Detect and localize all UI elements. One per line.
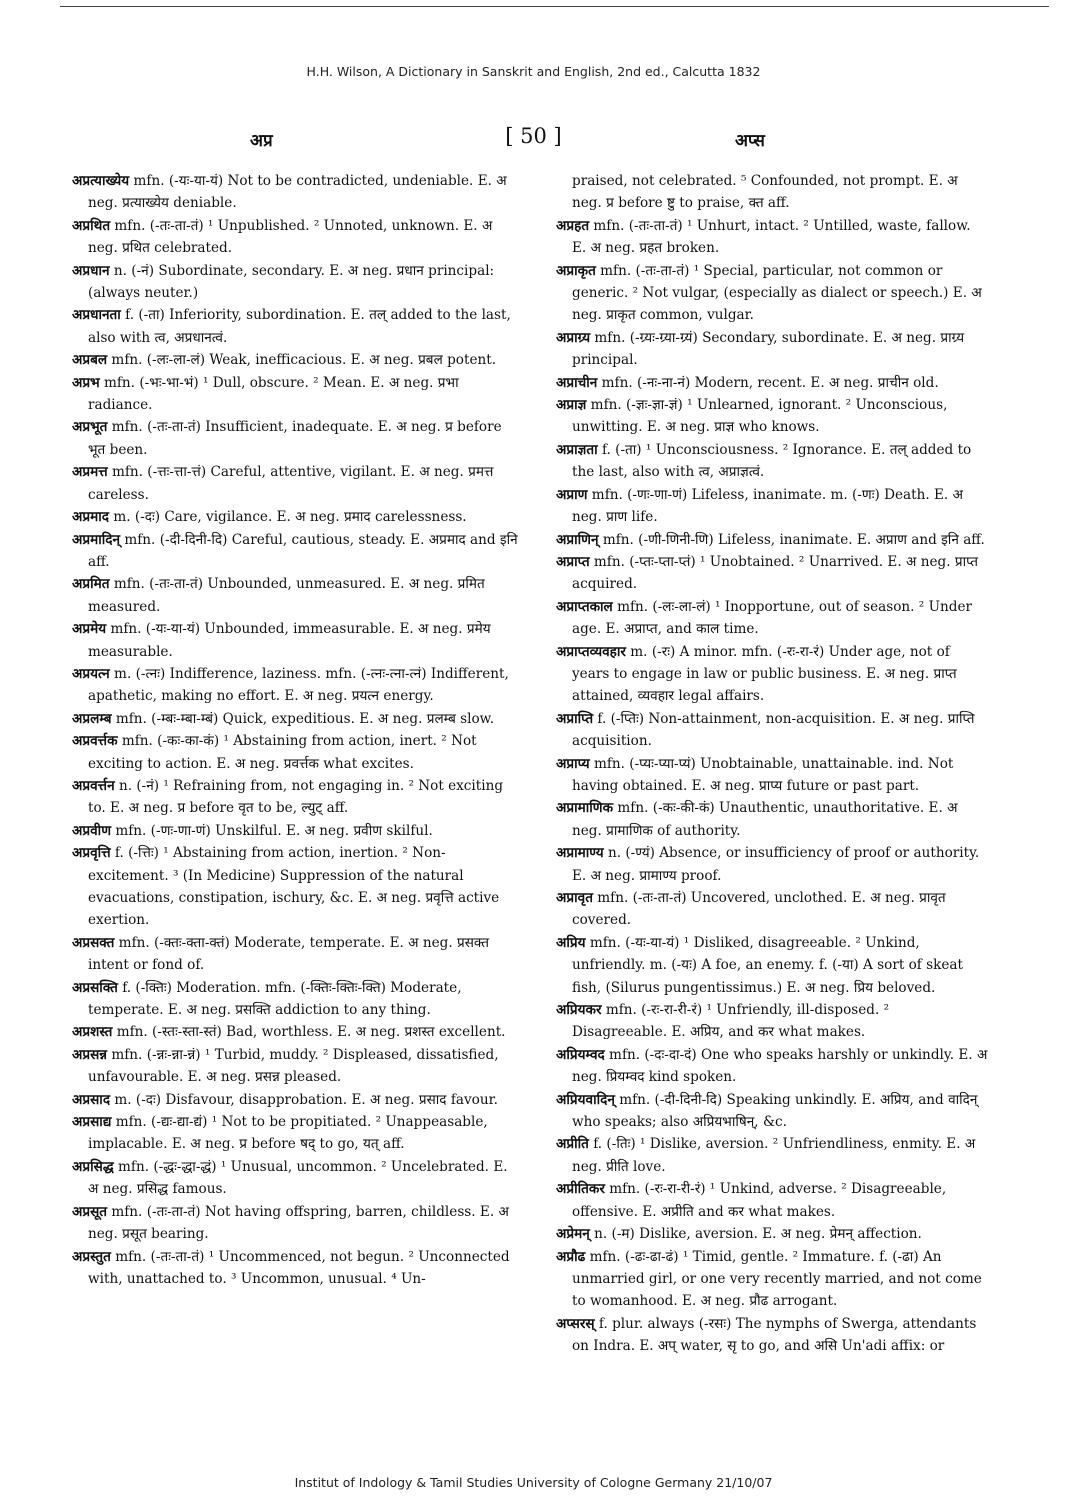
definition: f. (-तिः) ¹ Dislike, aversion. ² Unfriendliness, enmity. E. अ neg. प्रीति love. — [572, 1136, 976, 1175]
headword: अप्राप्ति — [556, 710, 594, 727]
dictionary-entry — [556, 887, 988, 932]
definition: n. (-म) Dislike, aversion. E. अ neg. प्रेमन् affection. — [589, 1226, 922, 1243]
definition: mfn. (-द्यः-द्या-द्यं) ¹ Not to be propitiated. ² Unappeasable, implacable. E. अ neg. प्र before षद् to go, यत् aff. — [88, 1114, 488, 1153]
headword: अप्राचीन — [556, 374, 598, 391]
definition: mfn. (-तः-ता-तं) ¹ Unhurt, intact. ² Untilled, waste, fallow. E. अ neg. प्रहत broken. — [572, 217, 971, 257]
definition: mfn. (-ग्र्यः-ग्र्या-ग्र्यं) Secondary, subordinate. E. अ neg. प्राग्र्य principal. — [572, 329, 965, 369]
dictionary-entry — [72, 1201, 518, 1246]
headword: अप्रसक्त — [72, 934, 115, 951]
definition: mfn. (-क्तः-क्ता-क्तं) Moderate, temperate. E. अ neg. प्रसक्त intent or fond of. — [88, 934, 489, 974]
dictionary-entry — [556, 641, 988, 708]
definition: m. (-दः) Care, vigilance. E. अ neg. प्रमाद carelessness. — [109, 509, 467, 526]
headword: अप्रभ — [72, 374, 100, 391]
dictionary-entry — [556, 529, 988, 551]
definition: f. (-ता) ¹ Unconsciousness. ² Ignorance. E. तल् added to the last, also with त्व, अप्राज्ञत्वं. — [572, 441, 972, 481]
definition: mfn. (-यः-या-यं) Not to be contradicted, undeniable. E. अ neg. प्रत्याख्येय deniable. — [88, 173, 507, 212]
definition: m. (-दः) Disfavour, disapprobation. E. अ neg. प्रसाद favour. — [110, 1091, 498, 1108]
definition: mfn. (-न्नः-न्ना-न्नं) ¹ Turbid, muddy. ² Displeased, dissatisfied, unfavourable. E. अ neg. प्रसन्न pleased. — [88, 1046, 499, 1086]
headword: अप्रमाद — [72, 509, 109, 526]
dictionary-entry — [72, 506, 518, 528]
headword: अप्राप्तव्यवहार — [556, 643, 626, 660]
dictionary-entry — [556, 1044, 988, 1089]
definition: mfn. (-तः-ता-तं) Insufficient, inadequate. E. अ neg. प्र before भूत been. — [88, 419, 502, 458]
dictionary-entry — [556, 439, 988, 484]
dictionary-entry — [556, 551, 988, 596]
definition: f. (-त्तिः) ¹ Abstaining from action, inertion. ² Non-excitement. ³ (In Medicine) Suppression of the natural evacuations, constipation, ischury, &c. E. अ neg. प्रवृत्ति active exertion. — [88, 845, 500, 929]
headword: अप्रिय — [556, 934, 586, 951]
dictionary-entry — [556, 484, 988, 529]
definition: mfn. (-दः-दा-दं) One who speaks harshly or unkindly. E. अ neg. प्रियम्वद kind spoken. — [572, 1046, 988, 1086]
headword: अप्रमत्त — [72, 464, 108, 481]
headword: अप्सरस् — [556, 1315, 595, 1332]
dictionary-entry — [72, 618, 518, 663]
definition: mfn. (-णः-णा-णं) Unskilful. E. अ neg. प्रवीण skilful. — [111, 822, 433, 839]
headword: अप्रवीण — [72, 822, 112, 839]
headword: अप्राग्र्य — [556, 329, 591, 346]
headword: अप्रशस्त — [72, 1024, 113, 1041]
headword: अप्रयत्न — [72, 665, 110, 682]
headword: अप्रियम्वद — [556, 1046, 605, 1063]
definition: mfn. (-ढः-ढा-ढं) ¹ Timid, gentle. ² Immature. f. (-ढा) An unmarried girl, or one very recently married, and not come to womanhood. E. अ neg. प्रौढ arrogant. — [572, 1248, 982, 1310]
definition: mfn. (-प्यः-प्या-प्यं) Unobtainable, unattainable. ind. Not having obtained. E. अ neg. प्राप्य future or past part. — [572, 755, 954, 794]
headword: अप्राज्ञता — [556, 441, 598, 458]
definition: mfn. (-भः-भा-भं) ¹ Dull, obscure. ² Mean. E. अ neg. प्रभा radiance. — [88, 374, 459, 414]
dictionary-entry — [556, 797, 988, 842]
dictionary-entry — [72, 977, 518, 1022]
footer-credit: Institut of Indology & Tamil Studies University of Cologne Germany 21/10/07 — [294, 1475, 773, 1490]
page-number: [ 50 ] — [505, 124, 562, 148]
dictionary-entry — [72, 1111, 518, 1156]
definition: f. (-प्तिः) Non-attainment, non-acquisition. E. अ neg. प्राप्ति acquisition. — [572, 710, 975, 750]
dictionary-entry — [72, 1044, 518, 1089]
definition: f. (-ता) Inferiority, subordination. E. तल् added to the last, also with त्व, अप्रधानत्वं. — [88, 307, 511, 346]
definition: mfn. (-कः-का-कं) ¹ Abstaining from action, inert. ² Not exciting to action. E. अ neg. प्रवर्त्तक what excites. — [88, 733, 477, 772]
running-head-left: अप्र — [250, 131, 273, 151]
headword: अप्रसन्न — [72, 1046, 108, 1063]
dictionary-entry — [72, 304, 518, 349]
headword: अप्रसाद — [72, 1091, 111, 1108]
definition: mfn. (-यः-या-यं) Unbounded, immeasurable. E. अ neg. प्रमेय measurable. — [88, 621, 491, 660]
headword: अप्रसिद्ध — [72, 1158, 114, 1175]
definition: mfn. (-ज्ञः-ज्ञा-ज्ञं) ¹ Unlearned, ignorant. ² Unconscious, unwitting. E. अ neg. प्राज्ञ who knows. — [572, 397, 948, 436]
dictionary-entry — [72, 932, 518, 977]
headword: अप्रीति — [556, 1136, 589, 1153]
headword: अप्रेमन् — [556, 1226, 590, 1243]
definition: n. (-नं) Subordinate, secondary. E. अ neg. प्रधान principal: (always neuter.) — [88, 262, 495, 302]
dictionary-entry — [556, 170, 988, 215]
headword: अप्राप्य — [556, 755, 590, 772]
dictionary-entry — [556, 1313, 988, 1358]
dictionary-entry — [72, 842, 518, 932]
headword: अप्रियकर — [556, 1002, 602, 1019]
definition: f. plur. always (-रसः) The nymphs of Swerga, attendants on Indra. E. अप् water, सृ to go, and असि Un'adi affix: or — [572, 1315, 977, 1355]
headword: अप्रमादिन् — [72, 531, 121, 548]
headword: अप्रहत — [556, 217, 590, 234]
headword: अप्राकृत — [556, 262, 596, 279]
dictionary-entry — [72, 170, 518, 215]
dictionary-entry — [556, 708, 988, 753]
definition: mfn. (-त्तः-त्ता-त्तं) Careful, attentive, vigilant. E. अ neg. प्रमत्त careless. — [88, 464, 494, 503]
headword: अप्रलम्ब — [72, 710, 112, 727]
definition: mfn. (-यः-या-यं) ¹ Disliked, disagreeable. ² Unkind, unfriendly. m. (-यः) A foe, an enemy. f. (-या) A sort of skeat fish, (Silurus pungentissimus.) E. अ neg. प्रिय beloved. — [572, 934, 963, 996]
dictionary-entry — [556, 1178, 988, 1223]
headword: अप्रधान — [72, 262, 110, 279]
headword: अप्रबल — [72, 352, 108, 369]
headword: अप्राज्ञ — [556, 397, 587, 414]
left-column — [72, 170, 518, 1290]
definition: mfn. (-तः-ता-तं) Uncovered, unclothed. E. अ neg. प्रावृत covered. — [572, 890, 946, 929]
headword: अप्रभूत — [72, 419, 108, 436]
definition: mfn. (-तः-ता-तं) Unbounded, unmeasured. E. अ neg. प्रमित measured. — [88, 576, 485, 615]
dictionary-entry — [556, 999, 988, 1044]
headword: अप्रीतिकर — [556, 1181, 605, 1198]
dictionary-entry — [72, 775, 518, 820]
definition: mfn. (-प्तः-प्ता-प्तं) ¹ Unobtained. ² Unarrived. E. अ neg. प्राप्त acquired. — [572, 553, 979, 593]
dictionary-entry — [72, 416, 518, 461]
definition: mfn. (-नः-ना-नं) Modern, recent. E. अ neg. प्राचीन old. — [597, 374, 939, 391]
definition: mfn. (-लः-ला-लं) Weak, inefficacious. E. अ neg. प्रबल potent. — [107, 352, 497, 369]
headword: अप्रवृत्ति — [72, 845, 111, 862]
dictionary-entry — [72, 708, 518, 730]
dictionary-entry — [556, 596, 988, 641]
definition: m. (-रः) A minor. mfn. (-रः-रा-रं) Under age, not of years to engage in law or public business. E. अ neg. प्राप्त attained, व्यवहार legal affairs. — [572, 643, 957, 705]
definition: mfn. (-तः-ता-तं) ¹ Unpublished. ² Unnoted, unknown. E. अ neg. प्रथित celebrated. — [88, 217, 493, 257]
headword: अप्रियवादिन् — [556, 1091, 615, 1108]
definition: n. (-नं) ¹ Refraining from, not engaging in. ² Not exciting to. E. अ neg. प्र before वृत to be, ल्युट् aff. — [88, 777, 504, 817]
dictionary-entry — [72, 573, 518, 618]
dictionary-entry — [556, 842, 988, 887]
right-column — [556, 170, 988, 1358]
top-rule — [60, 6, 1049, 7]
headword: अप्रवर्त्तक — [72, 733, 118, 750]
definition: n. (-ण्यं) Absence, or insufficiency of proof or authority. E. अ neg. प्रामाण्य proof. — [572, 845, 980, 884]
source-citation: H.H. Wilson, A Dictionary in Sanskrit and English, 2nd ed., Calcutta 1832 — [306, 64, 761, 79]
headword: अप्रस्तुत — [72, 1248, 111, 1265]
headword: अप्राणिन् — [556, 531, 599, 548]
dictionary-entry — [556, 260, 988, 327]
headword: अप्रामाणिक — [556, 800, 614, 817]
headword: अप्राप्तकाल — [556, 598, 613, 615]
headword: अप्रमेय — [72, 621, 107, 638]
definition: mfn. (-णः-णा-णं) Lifeless, inanimate. m. (-णः) Death. E. अ neg. प्राण life. — [572, 486, 963, 526]
definition: mfn. (-तः-ता-तं) ¹ Special, particular, not common or generic. ² Not vulgar, (especially as dialect or speech.) E. अ neg. प्राकृत common, vulgar. — [572, 262, 982, 324]
headword: अप्रत्याख्येय — [72, 173, 130, 189]
headword: अप्रसक्ति — [72, 979, 118, 996]
dictionary-entry — [72, 1021, 518, 1043]
headword: अप्रवर्त्तन — [72, 777, 115, 794]
definition: praised, not celebrated. ⁵ Confounded, not prompt. E. अ neg. प्र before ष्टु to praise, क्त aff. — [572, 173, 958, 212]
running-head — [0, 124, 1067, 160]
dictionary-entry — [72, 372, 518, 417]
dictionary-entry — [72, 730, 518, 775]
dictionary-entry — [556, 1223, 988, 1245]
dictionary-entry — [72, 349, 518, 371]
dictionary-entry — [556, 1246, 988, 1313]
headword: अप्राण — [556, 486, 588, 503]
dictionary-entry — [556, 1133, 988, 1178]
headword: अप्रथित — [72, 217, 111, 234]
headword: अप्रावृत — [556, 890, 593, 906]
headword: अप्रसूत — [72, 1203, 108, 1220]
dictionary-entry — [556, 372, 988, 394]
definition: mfn. (-तः-ता-तं) Not having offspring, barren, childless. E. अ neg. प्रसूत bearing. — [88, 1203, 509, 1243]
definition: mfn. (-रः-रा-री-रं) ¹ Unkind, adverse. ² Disagreeable, offensive. E. अप्रीति and कर what makes. — [572, 1181, 947, 1220]
definition: mfn. (-स्तः-स्ता-स्तं) Bad, worthless. E. अ neg. प्रशस्त excellent. — [112, 1024, 506, 1041]
headword: अप्राप्त — [556, 553, 590, 570]
dictionary-entry — [72, 820, 518, 842]
dictionary-entry — [72, 529, 518, 574]
dictionary-entry — [556, 753, 988, 798]
definition: f. (-क्तिः) Moderation. mfn. (-क्तिः-क्तिः-क्ति) Moderate, temperate. E. अ neg. प्रसक्ति addiction to any thing. — [88, 979, 462, 1019]
dictionary-entry — [72, 663, 518, 708]
definition: mfn. (-दी-दिनी-दि) Speaking unkindly. E. अप्रिय, and वादिन् who speaks; also अप्रियभाषिन्, &c. — [572, 1091, 978, 1131]
headword: अप्रौढ — [556, 1248, 586, 1265]
dictionary-entry — [556, 327, 988, 372]
definition: mfn. (-रः-रा-री-रं) ¹ Unfriendly, ill-disposed. ² Disagreeable. E. अप्रिय, and कर what makes. — [572, 1002, 890, 1041]
dictionary-entry — [556, 394, 988, 439]
dictionary-entry — [556, 932, 988, 999]
definition: m. (-त्नः) Indifference, laziness. mfn. (-त्नः-त्ना-त्नं) Indifferent, apathetic, making no effort. E. अ neg. प्रयत्न energy. — [88, 665, 509, 705]
dictionary-entry — [72, 1246, 518, 1291]
dictionary-entry — [556, 1089, 988, 1134]
headword: अप्रामाण्य — [556, 845, 604, 862]
dictionary-entry — [72, 461, 518, 506]
headword: अप्रसाद्य — [72, 1114, 112, 1131]
definition: mfn. (-लः-ला-लं) ¹ Inopportune, out of season. ² Under age. E. अप्राप्त, and काल time. — [572, 598, 973, 638]
definition: mfn. (-द्धः-द्धा-द्धं) ¹ Unusual, uncommon. ² Uncelebrated. E. अ neg. प्रसिद्ध famous. — [88, 1158, 508, 1198]
dictionary-entry — [72, 215, 518, 260]
definition: mfn. (-दी-दिनी-दि) Careful, cautious, steady. E. अप्रमाद and इनि aff. — [88, 531, 518, 570]
headword: अप्रमित — [72, 576, 110, 593]
running-head-right: अप्स — [735, 131, 765, 151]
definition: mfn. (-णी-णिनी-णि) Lifeless, inanimate. E. अप्राण and इनि aff. — [598, 531, 985, 548]
dictionary-entry — [72, 1156, 518, 1201]
headword: अप्रधानता — [72, 307, 121, 324]
definition: mfn. (-कः-की-कं) Unauthentic, unauthoritative. E. अ neg. प्रामाणिक of authority. — [572, 800, 958, 839]
definition: mfn. (-म्बः-म्बा-म्बं) Quick, expeditious. E. अ neg. प्रलम्ब slow. — [111, 710, 495, 727]
dictionary-entry — [72, 260, 518, 305]
dictionary-entry — [556, 215, 988, 260]
definition: mfn. (-तः-ता-तं) ¹ Uncommenced, not begun. ² Unconnected with, unattached to. ³ Uncommon, unusual. ⁴ Un- — [88, 1248, 510, 1287]
dictionary-entry — [72, 1089, 518, 1111]
